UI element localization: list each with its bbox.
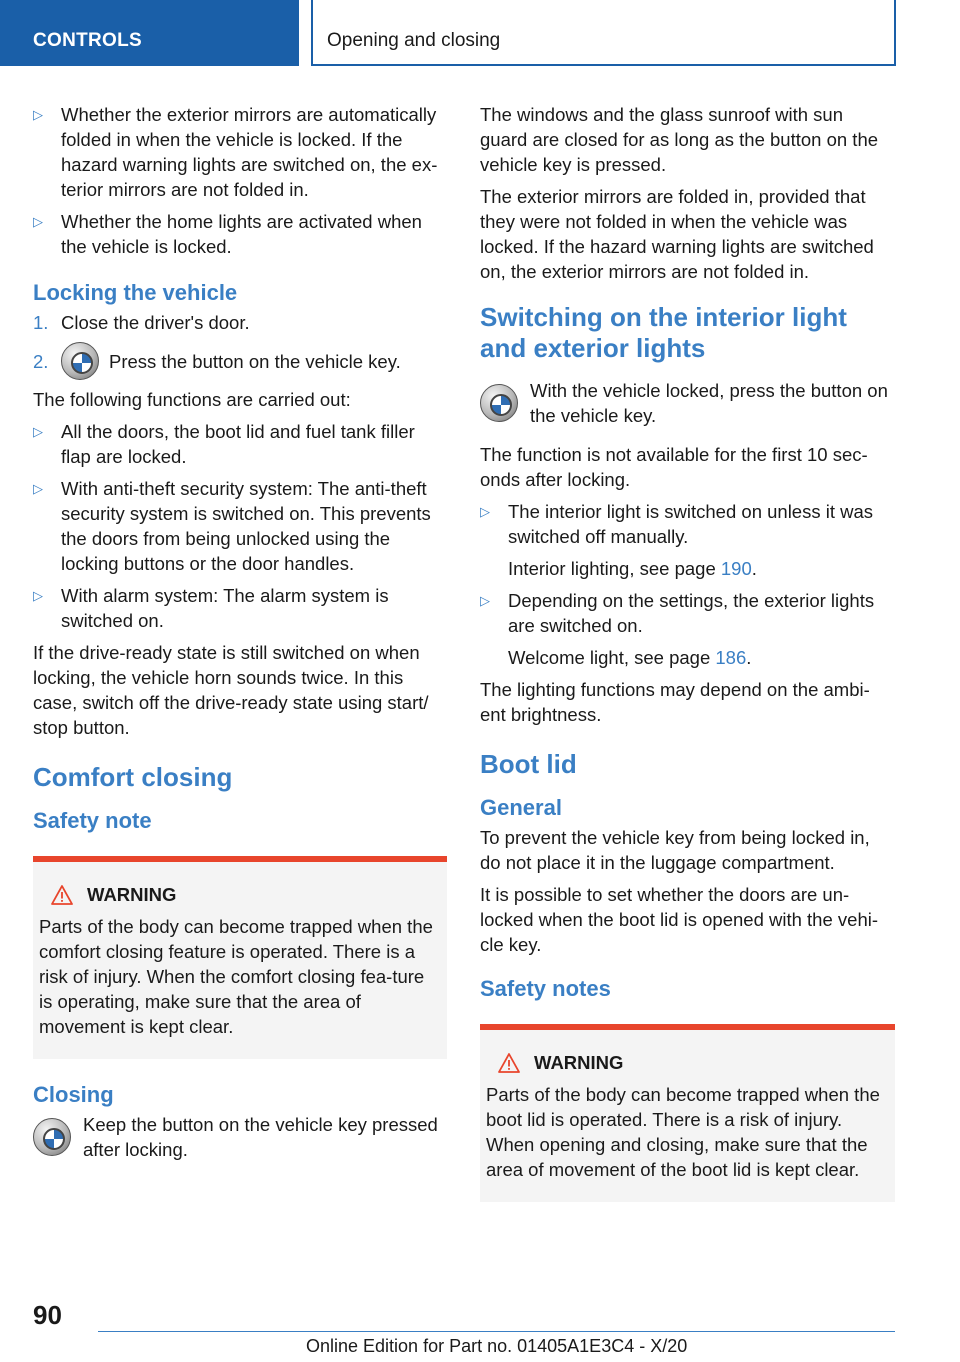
warning-text: Parts of the body can become trapped when the comfort closing feature is operated. There is a risk of injury. When the comfort closing fea‐ture is operating, make sure that the area of movement is kept clear.: [39, 916, 433, 1037]
warning-box: [33, 856, 447, 1059]
warning-triangle-icon: [498, 1053, 520, 1073]
left-column: [33, 102, 447, 1169]
footer-edition: Online Edition for Part no. 01405A1E3C4 - X/20: [306, 1336, 688, 1356]
header-chapter-title: Opening and closing: [327, 30, 501, 51]
triangle-bullet-icon: ▷: [33, 588, 43, 603]
warning-title: WARNING: [51, 884, 439, 906]
page-number: 90: [33, 1300, 62, 1330]
general-heading: General: [480, 795, 562, 820]
triangle-bullet-icon: ▷: [480, 593, 490, 608]
vehicle-key-button-icon: [480, 384, 518, 422]
drive-ready-text: If the drive-ready state is still switched on when locking, the vehicle horn sounds twice. In this case, switch off the drive-ready state using start/ stop button.: [33, 642, 429, 738]
list-item: ▷ Whether the home lights are activated when the vehicle is locked.: [33, 211, 422, 257]
vehicle-key-button-icon: [61, 342, 99, 380]
step-1: 1. Close the driver's door.: [33, 312, 250, 333]
general-text-2: It is possible to set whether the doors are un‐locked when the boot lid is opened with the vehi‐cle key.: [480, 884, 879, 955]
not-available-text: The function is not available for the first 10 sec‐onds after locking.: [480, 444, 868, 490]
welcome-light-reference: Welcome light, see page 186.: [508, 647, 752, 668]
list-item: ▷ Depending on the settings, the exterior lights are switched on.: [480, 590, 875, 636]
triangle-bullet-icon: ▷: [33, 481, 43, 496]
closing-instruction: Keep the button on the vehicle key pressed after locking.: [33, 1112, 447, 1162]
comfort-closing-heading: Comfort closing: [33, 762, 233, 792]
list-item: ▷ All the doors, the boot lid and fuel tank filler flap are locked.: [33, 421, 415, 467]
triangle-bullet-icon: ▷: [480, 504, 490, 519]
list-item: ▷ With alarm system: The alarm system is switched on.: [33, 585, 389, 631]
list-item: ▷ The interior light is switched on unless it was switched off manually.: [480, 501, 874, 547]
warning-box: [480, 1024, 895, 1202]
windows-text: The windows and the glass sunroof with sun guard are closed for as long as the button on the vehicle key is pressed.: [480, 104, 879, 175]
page-link-186[interactable]: 186: [715, 647, 747, 668]
functions-intro: The following functions are carried out:: [33, 389, 351, 410]
triangle-bullet-icon: ▷: [33, 424, 43, 439]
step-2: 2. Press the button on the vehicle key.: [33, 342, 447, 380]
footer-divider: [98, 1331, 895, 1332]
general-text-1: To prevent the vehicle key from being locked in, do not place it in the luggage compartment.: [480, 827, 870, 873]
vehicle-key-button-icon: [33, 1118, 71, 1156]
ambient-text: The lighting functions may depend on the ambi‐ent brightness.: [480, 679, 870, 725]
closing-heading: Closing: [33, 1082, 114, 1107]
list-item: ▷ Whether the exterior mirrors are automatically folded in when the vehicle is locked. If the hazard warning lights are switched on, the ex‐terior mirrors are not folded in.: [33, 104, 438, 200]
warning-triangle-icon: [51, 885, 73, 905]
interior-lighting-reference: Interior lighting, see page 190.: [508, 558, 757, 579]
safety-note-heading: Safety note: [33, 808, 152, 833]
warning-text: Parts of the body can become trapped when the boot lid is operated. There is a risk of injury. When opening and closing, make sure that the area of movement of the boot lid is kept clear.: [486, 1084, 880, 1180]
interior-light-heading: Switching on the interior light and exterior lights: [480, 302, 847, 363]
warning-title: WARNING: [498, 1052, 887, 1074]
header-section-title: CONTROLS: [33, 30, 143, 51]
safety-notes-heading: Safety notes: [480, 976, 611, 1001]
triangle-bullet-icon: ▷: [33, 107, 43, 122]
header-section-tab: [0, 0, 299, 66]
locking-heading: Locking the vehicle: [33, 280, 238, 305]
triangle-bullet-icon: ▷: [33, 214, 43, 229]
header-chapter-box: [311, 0, 896, 66]
boot-lid-heading: Boot lid: [480, 749, 577, 779]
interior-light-instruction: With the vehicle locked, press the button on the vehicle key.: [480, 378, 895, 428]
list-item: ▷ With anti-theft security system: The anti-theft security system is switched on. This prevents the doors from being unlocked using the locking buttons or the door handles.: [33, 478, 431, 574]
page-link-190[interactable]: 190: [720, 558, 752, 579]
right-column: [480, 102, 895, 1224]
mirrors-text: The exterior mirrors are folded in, provided that they were not folded in when the vehicle was locked. If the hazard warning lights are switched on, the exterior mirrors are not folded in.: [480, 186, 874, 282]
